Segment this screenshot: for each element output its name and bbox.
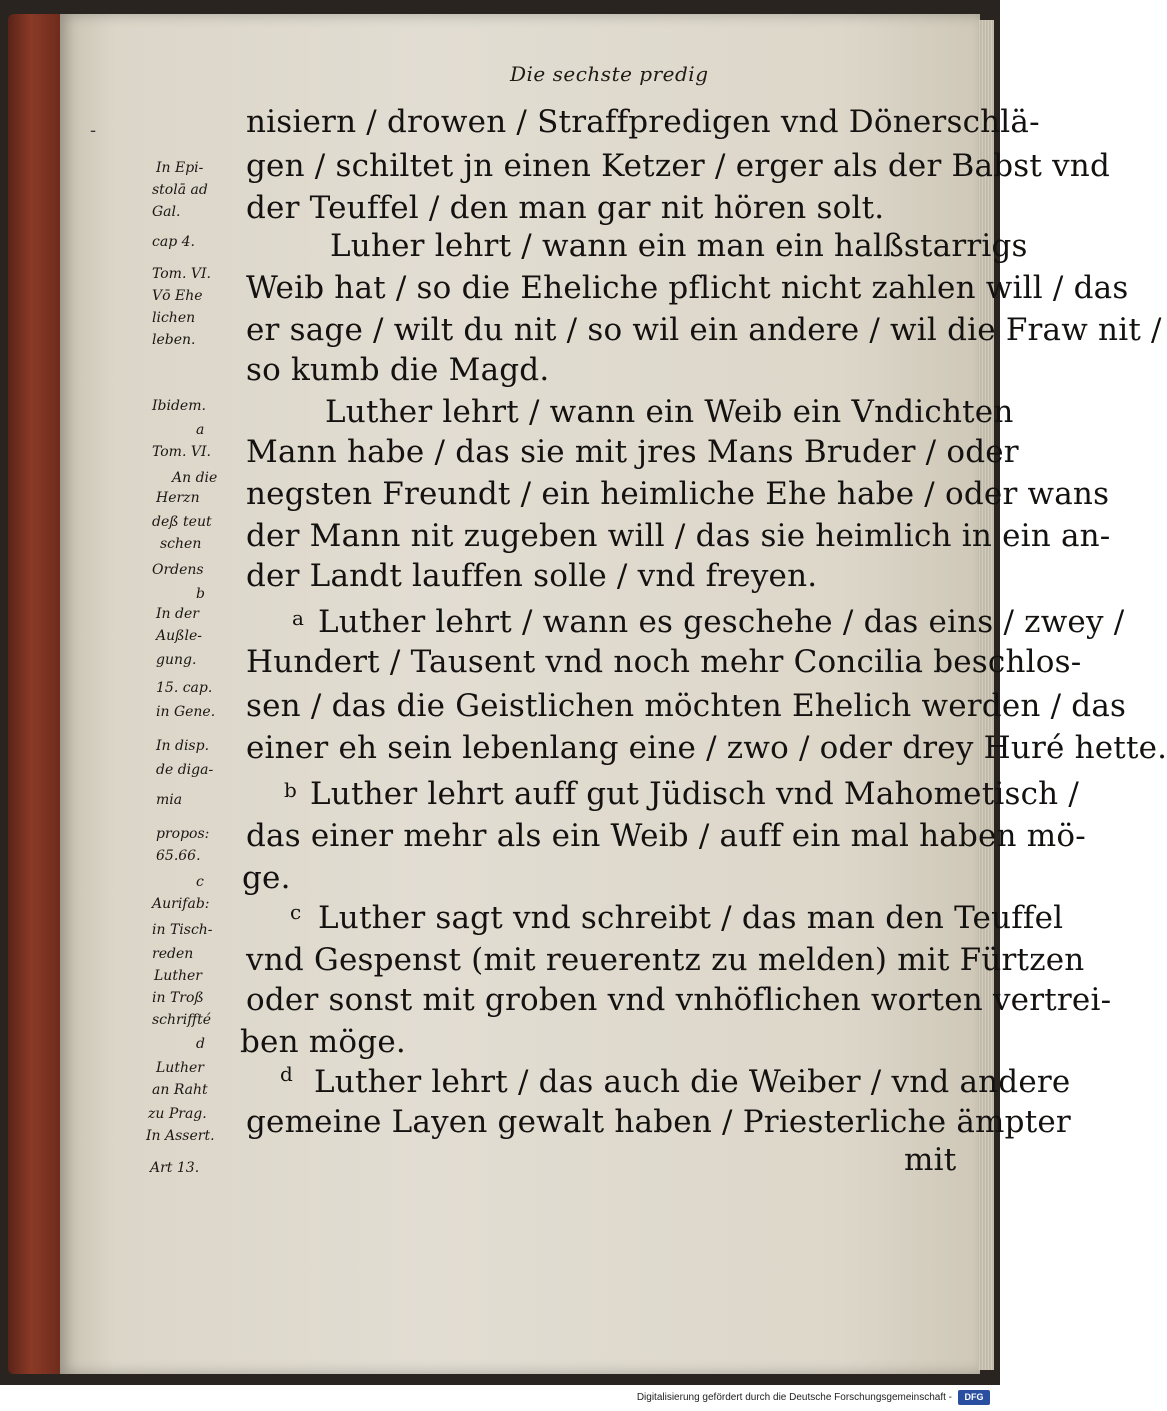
margin-note: Ibidem. (152, 398, 206, 414)
body-line: Hundert / Tausent vnd noch mehr Concilia beschlos- (246, 644, 1082, 680)
catchword: mit (904, 1142, 957, 1178)
note-mark-c: c (290, 900, 302, 924)
margin-note: Herzn (156, 490, 200, 506)
margin-note: an Raht (152, 1082, 208, 1098)
body-line: negsten Freundt / ein heimliche Ehe habe / oder wans (246, 476, 1110, 512)
margin-note: lichen (152, 310, 196, 326)
margin-note: cap 4. (152, 234, 195, 250)
book-cover-edge (8, 14, 60, 1374)
margin-note: d (196, 1036, 205, 1052)
margin-note: Gal. (152, 204, 181, 220)
margin-note: a (196, 422, 205, 438)
body-line: der Landt lauffen solle / vnd freyen. (246, 558, 818, 594)
margin-note: 65.66. (156, 848, 201, 864)
margin-note: Ordens (152, 562, 204, 578)
margin-note: gung. (156, 652, 197, 668)
margin-note: Vō Ehe (152, 288, 203, 304)
margin-note: Tom. VI. (152, 444, 211, 460)
body-line: Luther lehrt / wann es geschehe / das eins / zwey / (318, 604, 1125, 640)
margin-note: deß teut (152, 514, 212, 530)
margin-note: in Gene. (156, 704, 216, 720)
body-line: Mann habe / das sie mit jres Mans Bruder / oder (246, 434, 1019, 470)
margin-note: in Tisch- (152, 922, 213, 938)
margin-note: An die (172, 470, 218, 486)
body-line: nisiern / drowen / Straffpredigen vnd Dönerschlä- (246, 104, 1040, 140)
margin-note: In disp. (156, 738, 210, 754)
note-mark-b: b (284, 778, 297, 802)
body-line: vnd Gespenst (mit reuerentz zu melden) mit Fürtzen (246, 942, 1085, 978)
body-line: Luther sagt vnd schreibt / das man den Teuffel (318, 900, 1064, 936)
margin-note: reden (152, 946, 194, 962)
body-line: Luther lehrt / das auch die Weiber / vnd andere (314, 1064, 1071, 1100)
body-line: einer eh sein lebenlang eine / zwo / oder drey Huré hette. (246, 730, 1167, 766)
running-head: Die sechste predig (510, 62, 709, 86)
margin-note: 15. cap. (156, 680, 213, 696)
margin-note: Art 13. (150, 1160, 200, 1176)
note-mark-d: d (280, 1062, 293, 1086)
margin-note: Aurifab: (152, 896, 210, 912)
body-line: oder sonst mit groben vnd vnhöflichen worten vertrei- (246, 982, 1112, 1018)
margin-dash: - (90, 120, 97, 141)
body-line: Luther lehrt / wann ein Weib ein Vndichten (325, 394, 1014, 430)
margin-note: Luther (156, 1060, 204, 1076)
margin-note: Tom. VI. (152, 266, 211, 282)
body-line: Luther lehrt auff gut Jüdisch vnd Mahometisch / (310, 776, 1080, 812)
margin-note: Luther (154, 968, 202, 984)
margin-note: mia (156, 792, 183, 808)
margin-note: propos: (156, 826, 210, 842)
body-line: gen / schiltet jn einen Ketzer / erger als der Babst vnd (246, 148, 1110, 184)
margin-note: schen (160, 536, 202, 552)
margin-note: leben. (152, 332, 196, 348)
funding-notice: Digitalisierung gefördert durch die Deutsche Forschungsgemeinschaft - (636, 1392, 952, 1403)
margin-note: In Assert. (146, 1128, 215, 1144)
body-line: das einer mehr als ein Weib / auff ein mal haben mö- (246, 818, 1086, 854)
body-line: er sage / wilt du nit / so wil ein andere / wil die Fraw nit / (246, 312, 1162, 348)
footer-bar (0, 1385, 1000, 1411)
margin-note: In der (156, 606, 199, 622)
margin-note: stolā ad (152, 182, 208, 198)
margin-note: de diga- (156, 762, 214, 778)
margin-note: c (196, 874, 204, 890)
margin-note: Außle- (156, 628, 202, 644)
margin-note: zu Prag. (148, 1106, 207, 1122)
body-line: Luher lehrt / wann ein man ein halßstarrigs (330, 228, 1028, 264)
note-mark-a: a (292, 606, 304, 630)
body-line: ben möge. (240, 1024, 406, 1060)
body-line: der Teuffel / den man gar nit hören solt. (246, 190, 885, 226)
dfg-logo-icon: DFG (958, 1390, 990, 1405)
body-line: der Mann nit zugeben will / das sie heimlich in ein an- (246, 518, 1111, 554)
margin-note: In Epi- (156, 160, 204, 176)
margin-note: schriffté (152, 1012, 212, 1028)
margin-note: in Troß (152, 990, 204, 1006)
body-line: sen / das die Geistlichen möchten Ehelich werden / das (246, 688, 1127, 724)
body-line: Weib hat / so die Eheliche pflicht nicht zahlen will / das (246, 270, 1129, 306)
body-line: so kumb die Magd. (246, 352, 550, 388)
margin-note: b (196, 586, 205, 602)
body-line: ge. (242, 860, 291, 896)
body-line: gemeine Layen gewalt haben / Priesterliche ämpter (246, 1104, 1071, 1140)
